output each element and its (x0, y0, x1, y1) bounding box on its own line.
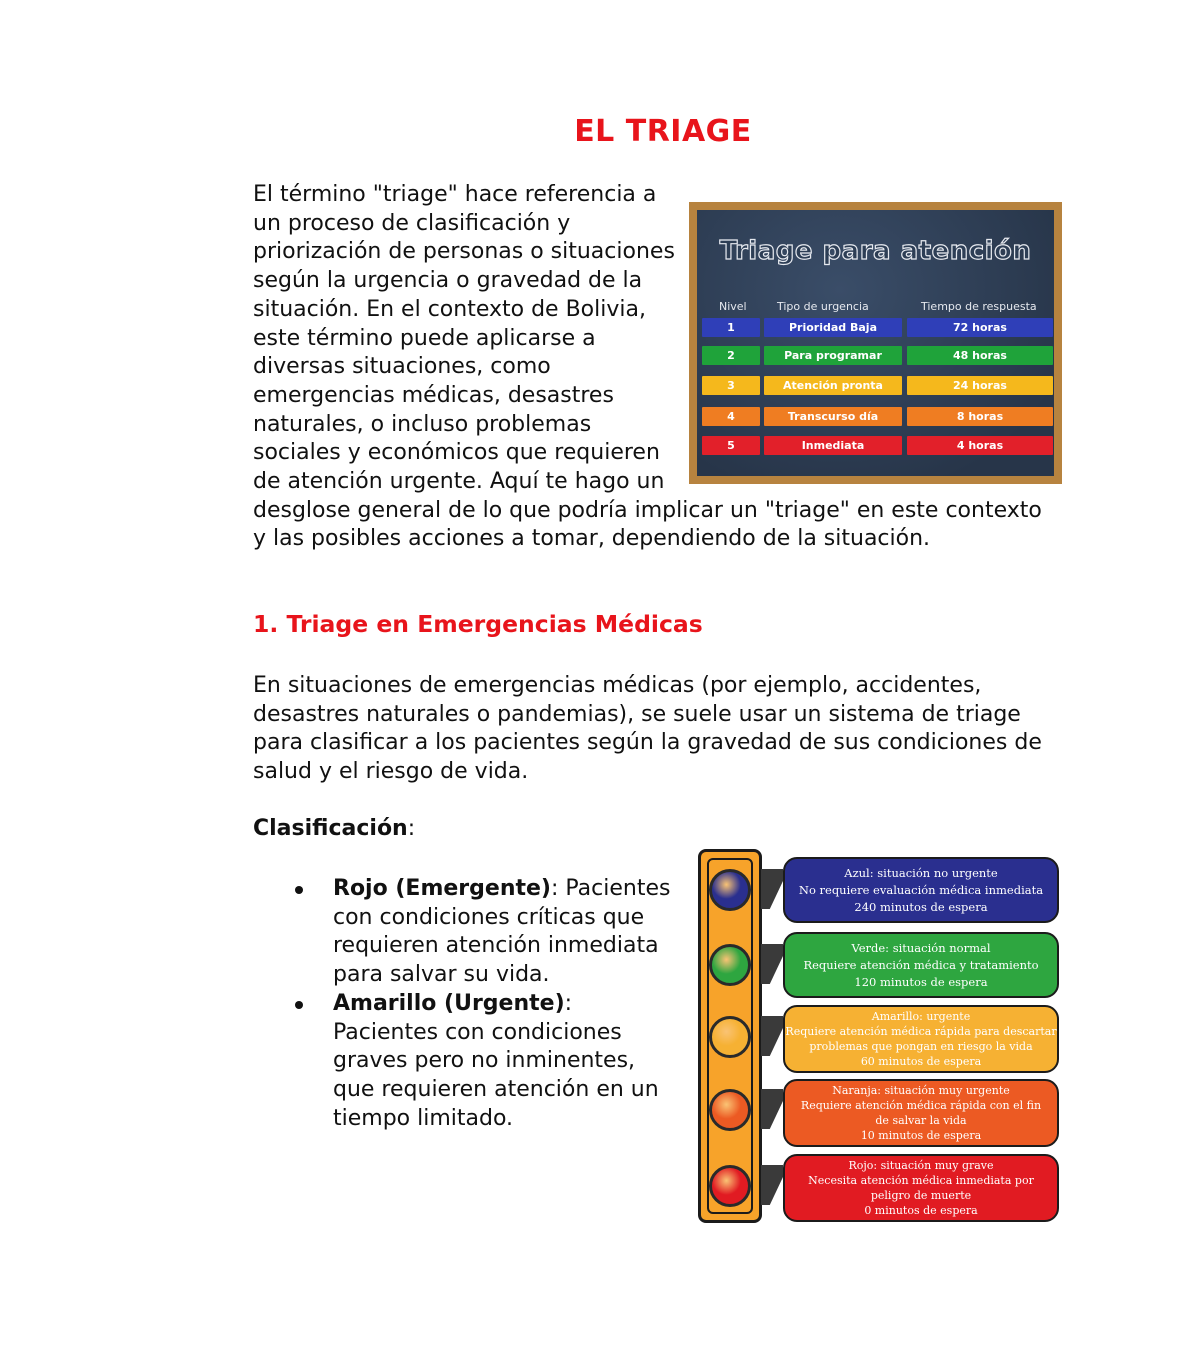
row-type: Para programar (764, 346, 902, 365)
level-line: Requiere atención médica rápida con el fin (800, 1099, 1042, 1112)
row-type: Transcurso día (764, 407, 902, 426)
page-title: EL TRIAGE (574, 114, 752, 149)
level-line: de salvar la vida (875, 1114, 967, 1127)
list-text: Pacientes con condiciones críticas que requieren atención inmediata para salvar su vida. (333, 876, 671, 988)
row-time: 24 horas (907, 376, 1053, 395)
list-item (253, 875, 683, 990)
list-item (253, 990, 683, 1134)
lamp-hood-icon (761, 1165, 783, 1205)
list-colon: : (550, 876, 559, 901)
list-term: Rojo (Emergente) (333, 876, 551, 901)
level-line: Verde: situación normal (851, 940, 991, 955)
level-line: Azul: situación no urgente (844, 865, 998, 880)
lamp-orange-icon (709, 1089, 751, 1131)
classification-list (253, 875, 683, 1133)
list-text: Pacientes con condiciones graves pero no inminentes, que requieren atención en un tiempo limitado. (333, 1019, 659, 1131)
level-line: 120 minutos de espera (854, 974, 988, 989)
level-box-orange (783, 1079, 1059, 1147)
level-line: Requiere atención médica rápida para descartar (785, 1025, 1057, 1038)
level-line: Naranja: situación muy urgente (832, 1084, 1010, 1097)
lamp-hood-icon (761, 1089, 783, 1129)
row-type: Prioridad Baja (764, 318, 902, 337)
row-level: 5 (702, 436, 760, 455)
lamp-hood-icon (761, 1016, 783, 1056)
row-time: 72 horas (907, 318, 1053, 337)
level-line: problemas que pongan en riesgo la vida (809, 1040, 1033, 1053)
lamp-yellow-icon (709, 1016, 751, 1058)
bullet-icon (295, 1001, 303, 1009)
intro-text: El término "triage" hace referencia a un proceso de clasificación y priorización de personas o situaciones según la urgencia o gravedad de la situación. En el contexto de Bolivia, este término puede aplicarse a diversas situaciones, como emergencias médicas, desastres naturales, o incluso problemas sociales y económicos que requieren de atención urgente. Aquí te hago un desglose general de lo que podría implicar un "triage" en este contexto y las posibles acciones a tomar, dependiendo de la situación. (253, 182, 1042, 552)
row-time: 48 horas (907, 346, 1053, 365)
level-line: Rojo: situación muy grave (848, 1159, 994, 1172)
section-paragraph: En situaciones de emergencias médicas (por ejemplo, accidentes, desastres naturales o pandemias), se suele usar un sistema de triage para clasificar a los pacientes según la gravedad de sus condiciones de salud y el riesgo de vida. (253, 673, 1042, 785)
row-type: Inmediata (764, 436, 902, 455)
header-tipo: Tipo de urgencia (777, 300, 869, 313)
lamp-red-icon (709, 1165, 751, 1207)
row-level: 1 (702, 318, 760, 337)
intro-paragraph (253, 181, 1053, 554)
level-box-green (783, 932, 1059, 998)
level-box-yellow (783, 1005, 1059, 1073)
level-line: No requiere evaluación médica inmediata (798, 882, 1044, 897)
chalkboard-title: Triage para atención (719, 236, 1032, 266)
lamp-blue-icon (709, 869, 751, 911)
row-level: 4 (702, 407, 760, 426)
clasificacion-colon: : (407, 816, 416, 841)
level-line: 60 minutos de espera (860, 1055, 982, 1068)
header-nivel: Nivel (719, 300, 747, 313)
level-line: Necesita atención médica inmediata por (808, 1174, 1034, 1187)
lamp-hood-icon (761, 944, 783, 984)
list-colon: : (564, 990, 573, 1016)
level-box-blue (783, 857, 1059, 923)
lamp-green-icon (709, 944, 751, 986)
bullet-icon (295, 886, 303, 894)
level-box-red (783, 1154, 1059, 1222)
header-tiempo: Tiempo de respuesta (921, 300, 1037, 313)
level-line: 10 minutos de espera (860, 1129, 982, 1142)
clasificacion-label (253, 816, 415, 841)
row-time: 4 horas (907, 436, 1053, 455)
traffic-light-infographic (696, 849, 1064, 1227)
image-float-spacer (675, 195, 1053, 495)
level-line: 240 minutos de espera (854, 899, 988, 914)
level-line: Requiere atención médica y tratamiento (803, 957, 1039, 972)
row-type: Atención pronta (764, 376, 902, 395)
clasificacion-term: Clasificación (253, 816, 408, 841)
row-level: 2 (702, 346, 760, 365)
level-line: peligro de muerte (870, 1189, 972, 1202)
row-time: 8 horas (907, 407, 1053, 426)
level-line: 0 minutos de espera (864, 1204, 978, 1217)
level-line: Amarillo: urgente (871, 1010, 971, 1023)
section-heading: 1. Triage en Emergencias Médicas (253, 610, 703, 638)
row-level: 3 (702, 376, 760, 395)
lamp-hood-icon (761, 869, 783, 909)
list-term: Amarillo (Urgente) (333, 990, 565, 1016)
